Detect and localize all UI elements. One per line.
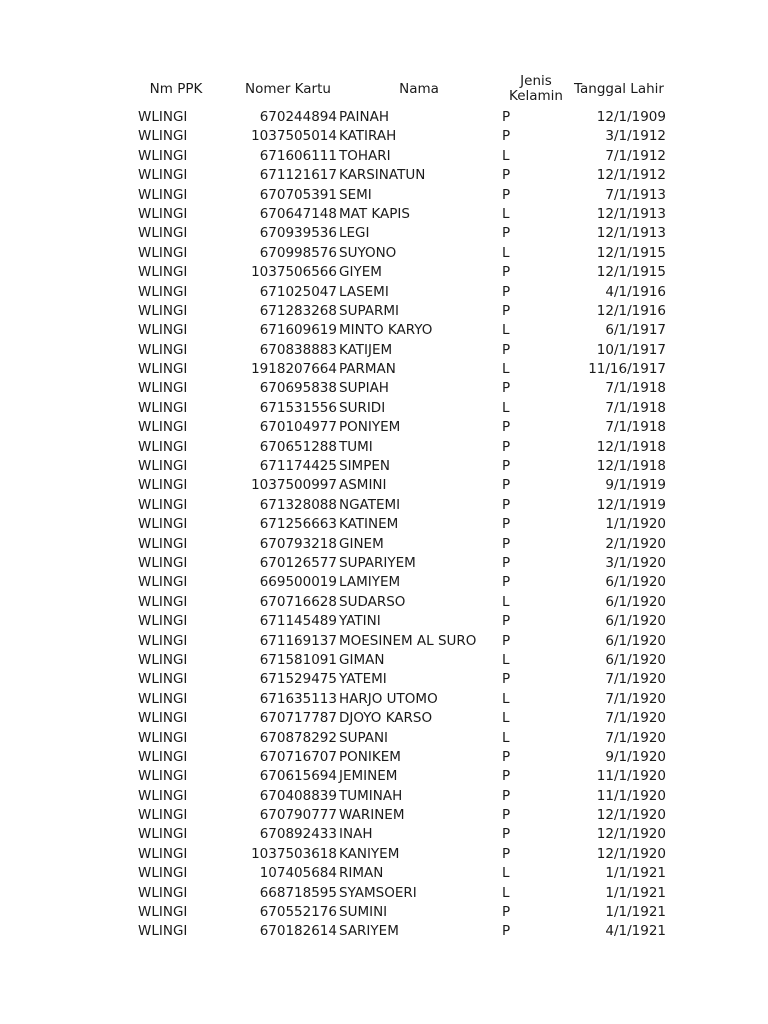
cell-nama: KATINEM <box>339 516 399 533</box>
cell-tanggal-lahir: 12/1/1918 <box>596 438 666 455</box>
table-row <box>138 360 678 379</box>
cell-nomer-kartu: 671635113 <box>259 690 337 707</box>
cell-nomer-kartu: 670408839 <box>259 787 337 804</box>
cell-nama: GINEM <box>339 535 384 552</box>
cell-nm-ppk: WLINGI <box>138 554 188 571</box>
cell-jenis-kelamin: P <box>502 632 511 649</box>
cell-jenis-kelamin: P <box>502 128 511 145</box>
table-row <box>138 379 678 398</box>
cell-nomer-kartu: 670716707 <box>259 748 337 765</box>
cell-jenis-kelamin: L <box>502 865 510 882</box>
cell-tanggal-lahir: 6/1/1920 <box>605 593 666 610</box>
data-table <box>138 70 678 942</box>
cell-nm-ppk: WLINGI <box>138 419 188 436</box>
cell-jenis-kelamin: L <box>502 710 510 727</box>
cell-nama: KANIYEM <box>339 845 400 862</box>
table-row <box>138 205 678 224</box>
cell-nama: DJOYO KARSO <box>339 710 433 727</box>
cell-tanggal-lahir: 12/1/1915 <box>596 244 666 261</box>
table-header <box>138 70 678 108</box>
table-row <box>138 418 678 437</box>
cell-nama: SARIYEM <box>339 923 399 940</box>
cell-tanggal-lahir: 1/1/1921 <box>605 884 666 901</box>
cell-nomer-kartu: 671256663 <box>259 516 337 533</box>
cell-nm-ppk: WLINGI <box>138 399 188 416</box>
cell-nama: SUPIAH <box>339 380 389 397</box>
cell-nm-ppk: WLINGI <box>138 826 188 843</box>
table-row <box>138 573 678 592</box>
cell-nomer-kartu: 670244894 <box>259 109 337 125</box>
cell-jenis-kelamin: P <box>502 768 511 785</box>
table-row <box>138 127 678 146</box>
cell-nm-ppk: WLINGI <box>138 496 188 513</box>
cell-nm-ppk: WLINGI <box>138 904 188 921</box>
cell-nomer-kartu: 670892433 <box>259 826 337 843</box>
table-row <box>138 554 678 573</box>
table-row <box>138 748 678 767</box>
cell-tanggal-lahir: 7/1/1912 <box>605 147 666 164</box>
cell-jenis-kelamin: L <box>502 690 510 707</box>
cell-nm-ppk: WLINGI <box>138 535 188 552</box>
cell-jenis-kelamin: P <box>502 283 511 300</box>
cell-nomer-kartu: 671174425 <box>259 458 337 475</box>
table-row <box>138 321 678 340</box>
cell-tanggal-lahir: 12/1/1918 <box>596 458 666 475</box>
cell-nomer-kartu: 670939536 <box>259 225 337 242</box>
cell-nomer-kartu: 670695838 <box>259 380 337 397</box>
table-row <box>138 302 678 321</box>
cell-nama: KATIJEM <box>339 341 393 358</box>
cell-nama: SEMI <box>339 186 372 203</box>
cell-tanggal-lahir: 9/1/1920 <box>605 748 666 765</box>
header-nm-ppk: Nm PPK <box>149 80 203 97</box>
table-row <box>138 147 678 166</box>
cell-nama: LAMIYEM <box>339 574 401 591</box>
cell-nomer-kartu: 670651288 <box>259 438 337 455</box>
table-body <box>138 108 678 942</box>
table-row <box>138 884 678 903</box>
cell-jenis-kelamin: P <box>502 671 511 688</box>
cell-tanggal-lahir: 1/1/1921 <box>605 865 666 882</box>
cell-nm-ppk: WLINGI <box>138 845 188 862</box>
cell-nama: GIMAN <box>339 651 385 668</box>
cell-nomer-kartu: 670182614 <box>259 923 337 940</box>
cell-jenis-kelamin: P <box>502 923 511 940</box>
table-row <box>138 806 678 825</box>
cell-nomer-kartu: 671169137 <box>259 632 337 649</box>
cell-jenis-kelamin: L <box>502 729 510 746</box>
cell-jenis-kelamin: L <box>502 244 510 261</box>
cell-nomer-kartu: 671529475 <box>259 671 337 688</box>
cell-nama: SYAMSOERI <box>339 884 417 901</box>
cell-tanggal-lahir: 7/1/1920 <box>605 671 666 688</box>
cell-tanggal-lahir: 2/1/1920 <box>605 535 666 552</box>
table-row <box>138 244 678 263</box>
cell-tanggal-lahir: 6/1/1920 <box>605 632 666 649</box>
cell-nomer-kartu: 670838883 <box>259 341 337 358</box>
cell-nomer-kartu: 671581091 <box>259 651 337 668</box>
cell-tanggal-lahir: 12/1/1912 <box>596 167 666 184</box>
cell-nama: SIMPEN <box>339 458 390 475</box>
cell-nomer-kartu: 107405684 <box>259 865 337 882</box>
cell-tanggal-lahir: 1/1/1920 <box>605 516 666 533</box>
cell-tanggal-lahir: 7/1/1920 <box>605 729 666 746</box>
cell-nm-ppk: WLINGI <box>138 128 188 145</box>
cell-jenis-kelamin: P <box>502 302 511 319</box>
cell-nomer-kartu: 1037505014 <box>251 128 337 145</box>
cell-tanggal-lahir: 6/1/1917 <box>605 322 666 339</box>
cell-nomer-kartu: 1037500997 <box>251 477 337 494</box>
table-row <box>138 632 678 651</box>
table-row <box>138 612 678 631</box>
table-row <box>138 476 678 495</box>
cell-jenis-kelamin: P <box>502 496 511 513</box>
cell-tanggal-lahir: 12/1/1913 <box>596 205 666 222</box>
cell-jenis-kelamin: P <box>502 264 511 281</box>
table-row <box>138 825 678 844</box>
cell-jenis-kelamin: P <box>502 341 511 358</box>
cell-nm-ppk: WLINGI <box>138 613 188 630</box>
cell-jenis-kelamin: P <box>502 516 511 533</box>
cell-tanggal-lahir: 10/1/1917 <box>596 341 666 358</box>
cell-nm-ppk: WLINGI <box>138 302 188 319</box>
cell-nm-ppk: WLINGI <box>138 341 188 358</box>
cell-tanggal-lahir: 11/1/1920 <box>596 768 666 785</box>
cell-nm-ppk: WLINGI <box>138 593 188 610</box>
cell-jenis-kelamin: P <box>502 109 511 125</box>
cell-nm-ppk: WLINGI <box>138 651 188 668</box>
cell-nm-ppk: WLINGI <box>138 710 188 727</box>
cell-nomer-kartu: 670998576 <box>259 244 337 261</box>
cell-nama: PONIYEM <box>339 419 401 436</box>
cell-jenis-kelamin: L <box>502 399 510 416</box>
cell-nama: NGATEMI <box>339 496 401 513</box>
cell-nama: HARJO UTOMO <box>339 690 438 707</box>
cell-jenis-kelamin: P <box>502 419 511 436</box>
cell-nm-ppk: WLINGI <box>138 361 188 378</box>
cell-nm-ppk: WLINGI <box>138 322 188 339</box>
cell-nm-ppk: WLINGI <box>138 264 188 281</box>
cell-nama: PONIKEM <box>339 748 401 765</box>
cell-nama: YATINI <box>339 613 381 630</box>
table-row <box>138 341 678 360</box>
cell-nama: SUMINI <box>339 904 388 921</box>
cell-nomer-kartu: 670126577 <box>259 554 337 571</box>
cell-jenis-kelamin: P <box>502 574 511 591</box>
cell-nama: INAH <box>339 826 373 843</box>
cell-nomer-kartu: 670716628 <box>259 593 337 610</box>
cell-nm-ppk: WLINGI <box>138 458 188 475</box>
cell-nm-ppk: WLINGI <box>138 283 188 300</box>
table-row <box>138 767 678 786</box>
cell-tanggal-lahir: 1/1/1921 <box>605 904 666 921</box>
cell-nm-ppk: WLINGI <box>138 787 188 804</box>
cell-jenis-kelamin: P <box>502 807 511 824</box>
cell-tanggal-lahir: 12/1/1913 <box>596 225 666 242</box>
cell-jenis-kelamin: P <box>502 225 511 242</box>
cell-nm-ppk: WLINGI <box>138 574 188 591</box>
cell-tanggal-lahir: 7/1/1918 <box>605 399 666 416</box>
cell-nm-ppk: WLINGI <box>138 477 188 494</box>
cell-nomer-kartu: 670705391 <box>259 186 337 203</box>
cell-nama: KATIRAH <box>339 128 397 145</box>
cell-nomer-kartu: 671609619 <box>259 322 337 339</box>
cell-nomer-kartu: 670793218 <box>259 535 337 552</box>
cell-nomer-kartu: 670878292 <box>259 729 337 746</box>
cell-nomer-kartu: 671606111 <box>259 147 337 164</box>
header-nomer-kartu: Nomer Kartu <box>245 80 331 97</box>
table-row <box>138 496 678 515</box>
table-row <box>138 224 678 243</box>
cell-tanggal-lahir: 11/16/1917 <box>588 361 666 378</box>
cell-nama: SUPARIYEM <box>339 554 416 571</box>
cell-nomer-kartu: 1918207664 <box>251 361 337 378</box>
cell-nomer-kartu: 671328088 <box>259 496 337 513</box>
cell-nm-ppk: WLINGI <box>138 729 188 746</box>
cell-nama: MAT KAPIS <box>339 205 410 222</box>
cell-tanggal-lahir: 3/1/1912 <box>605 128 666 145</box>
table-row <box>138 651 678 670</box>
cell-nomer-kartu: 670790777 <box>259 807 337 824</box>
cell-nomer-kartu: 671145489 <box>259 613 337 630</box>
cell-nama: SUYONO <box>339 244 397 261</box>
cell-nama: TOHARI <box>339 147 391 164</box>
cell-nama: PAINAH <box>339 109 389 125</box>
cell-nama: RIMAN <box>339 865 384 882</box>
cell-nama: WARINEM <box>339 807 405 824</box>
cell-jenis-kelamin: P <box>502 554 511 571</box>
cell-nm-ppk: WLINGI <box>138 244 188 261</box>
cell-nm-ppk: WLINGI <box>138 516 188 533</box>
cell-nomer-kartu: 670717787 <box>259 710 337 727</box>
cell-jenis-kelamin: P <box>502 477 511 494</box>
cell-nama: MOESINEM AL SURO <box>339 632 477 649</box>
table-row <box>138 903 678 922</box>
table-row <box>138 457 678 476</box>
cell-jenis-kelamin: L <box>502 361 510 378</box>
cell-nama: LEGI <box>339 225 370 242</box>
header-nama: Nama <box>399 80 439 97</box>
cell-nomer-kartu: 670615694 <box>259 768 337 785</box>
cell-tanggal-lahir: 6/1/1920 <box>605 574 666 591</box>
cell-nomer-kartu: 670552176 <box>259 904 337 921</box>
cell-nm-ppk: WLINGI <box>138 438 188 455</box>
table-row <box>138 438 678 457</box>
cell-tanggal-lahir: 12/1/1920 <box>596 845 666 862</box>
table-row <box>138 593 678 612</box>
table-row <box>138 729 678 748</box>
cell-nomer-kartu: 670647148 <box>259 205 337 222</box>
cell-nm-ppk: WLINGI <box>138 109 188 125</box>
table-row <box>138 399 678 418</box>
cell-jenis-kelamin: P <box>502 826 511 843</box>
cell-nama: SUPANI <box>339 729 389 746</box>
cell-nm-ppk: WLINGI <box>138 807 188 824</box>
cell-nama: JEMINEM <box>339 768 398 785</box>
cell-tanggal-lahir: 7/1/1920 <box>605 710 666 727</box>
cell-tanggal-lahir: 12/1/1919 <box>596 496 666 513</box>
cell-nm-ppk: WLINGI <box>138 671 188 688</box>
cell-tanggal-lahir: 4/1/1921 <box>605 923 666 940</box>
cell-jenis-kelamin: P <box>502 613 511 630</box>
header-tanggal-lahir: Tanggal Lahir <box>574 80 664 97</box>
cell-tanggal-lahir: 6/1/1920 <box>605 651 666 668</box>
cell-tanggal-lahir: 12/1/1916 <box>596 302 666 319</box>
cell-nm-ppk: WLINGI <box>138 167 188 184</box>
cell-jenis-kelamin: P <box>502 380 511 397</box>
cell-jenis-kelamin: L <box>502 651 510 668</box>
cell-tanggal-lahir: 3/1/1920 <box>605 554 666 571</box>
cell-tanggal-lahir: 12/1/1920 <box>596 826 666 843</box>
cell-tanggal-lahir: 7/1/1918 <box>605 380 666 397</box>
cell-nm-ppk: WLINGI <box>138 632 188 649</box>
cell-nomer-kartu: 668718595 <box>259 884 337 901</box>
cell-nomer-kartu: 1037503618 <box>251 845 337 862</box>
cell-tanggal-lahir: 4/1/1916 <box>605 283 666 300</box>
cell-nama: TUMI <box>339 438 373 455</box>
cell-nm-ppk: WLINGI <box>138 748 188 765</box>
cell-nomer-kartu: 670104977 <box>259 419 337 436</box>
cell-nm-ppk: WLINGI <box>138 225 188 242</box>
cell-jenis-kelamin: L <box>502 322 510 339</box>
cell-nama: PARMAN <box>339 361 396 378</box>
cell-nama: KARSINATUN <box>339 167 426 184</box>
cell-jenis-kelamin: P <box>502 748 511 765</box>
cell-nm-ppk: WLINGI <box>138 147 188 164</box>
cell-nm-ppk: WLINGI <box>138 186 188 203</box>
cell-jenis-kelamin: P <box>502 845 511 862</box>
cell-nm-ppk: WLINGI <box>138 205 188 222</box>
cell-nm-ppk: WLINGI <box>138 690 188 707</box>
cell-nomer-kartu: 671531556 <box>259 399 337 416</box>
table-row <box>138 922 678 941</box>
cell-jenis-kelamin: L <box>502 205 510 222</box>
table-row <box>138 186 678 205</box>
cell-nama: SURIDI <box>339 399 386 416</box>
cell-jenis-kelamin: L <box>502 593 510 610</box>
cell-tanggal-lahir: 12/1/1915 <box>596 264 666 281</box>
cell-nama: MINTO KARYO <box>339 322 433 339</box>
cell-jenis-kelamin: P <box>502 535 511 552</box>
table-row <box>138 845 678 864</box>
cell-nomer-kartu: 671121617 <box>259 167 337 184</box>
table-row <box>138 263 678 282</box>
table-row <box>138 670 678 689</box>
cell-jenis-kelamin: L <box>502 147 510 164</box>
cell-nama: SUDARSO <box>339 593 406 610</box>
table-row <box>138 787 678 806</box>
cell-nomer-kartu: 671283268 <box>259 302 337 319</box>
cell-nama: LASEMI <box>339 283 389 300</box>
table-row <box>138 864 678 883</box>
cell-nama: GIYEM <box>339 264 382 281</box>
table-row <box>138 283 678 302</box>
cell-nama: ASMINI <box>339 477 387 494</box>
cell-tanggal-lahir: 12/1/1920 <box>596 807 666 824</box>
cell-nomer-kartu: 1037506566 <box>251 264 337 281</box>
cell-nama: TUMINAH <box>339 787 403 804</box>
cell-tanggal-lahir: 12/1/1909 <box>596 109 666 125</box>
cell-tanggal-lahir: 9/1/1919 <box>605 477 666 494</box>
header-jenis-kelamin: Jenis Kelamin <box>509 73 563 104</box>
cell-nama: YATEMI <box>339 671 387 688</box>
cell-jenis-kelamin: L <box>502 884 510 901</box>
cell-jenis-kelamin: P <box>502 167 511 184</box>
cell-tanggal-lahir: 7/1/1918 <box>605 419 666 436</box>
cell-jenis-kelamin: P <box>502 787 511 804</box>
table-row <box>138 690 678 709</box>
cell-jenis-kelamin: P <box>502 438 511 455</box>
table-row <box>138 515 678 534</box>
cell-nm-ppk: WLINGI <box>138 884 188 901</box>
cell-nm-ppk: WLINGI <box>138 923 188 940</box>
cell-nm-ppk: WLINGI <box>138 380 188 397</box>
cell-tanggal-lahir: 6/1/1920 <box>605 613 666 630</box>
table-row <box>138 166 678 185</box>
cell-nomer-kartu: 671025047 <box>259 283 337 300</box>
cell-jenis-kelamin: P <box>502 904 511 921</box>
cell-nm-ppk: WLINGI <box>138 865 188 882</box>
cell-jenis-kelamin: P <box>502 458 511 475</box>
cell-tanggal-lahir: 7/1/1920 <box>605 690 666 707</box>
cell-nama: SUPARMI <box>339 302 399 319</box>
cell-tanggal-lahir: 7/1/1913 <box>605 186 666 203</box>
cell-nomer-kartu: 669500019 <box>259 574 337 591</box>
table-row <box>138 108 678 127</box>
table-row <box>138 535 678 554</box>
cell-jenis-kelamin: P <box>502 186 511 203</box>
cell-nm-ppk: WLINGI <box>138 768 188 785</box>
table-row <box>138 709 678 728</box>
cell-tanggal-lahir: 11/1/1920 <box>596 787 666 804</box>
